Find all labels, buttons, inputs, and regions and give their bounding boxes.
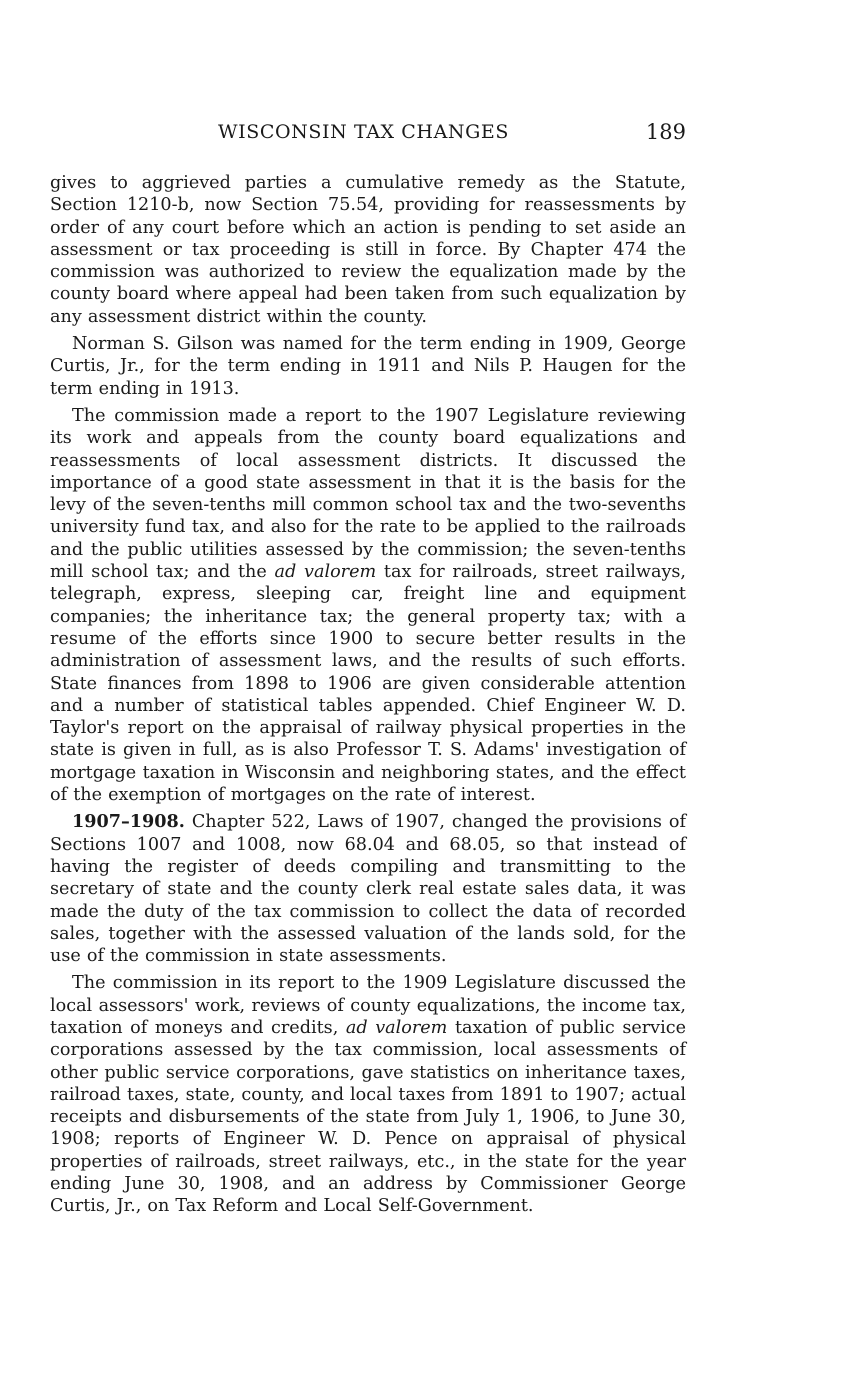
paragraph-text: tax for railroads, street railways, telegraph, express, sleeping car, freight line and equipment companies; the inheritance tax; the general property tax; with a resume of the efforts since 1900 to secure better results in the administration of assessment laws, and the results of such efforts. State finances from 1898 to 1906 are given considerable attention and a number of statistical tables appended. Chief Engineer W. D. Taylor's report on the appraisal of railway physical properties in the state is given in full, as is also Professor T. S. Adams' investigation of mortgage taxation in Wisconsin and neighboring states, and the effect of the exemption of mortgages on the rate of interest.: [50, 562, 687, 806]
paragraph-text: taxation of public service corporations assessed by the tax commission, local assessments of other public service corporations, gave statistics on inheritance taxes, railroad taxes, state, county, and local taxes from 1891 to 1907; actual receipts and disbursements of the state from July 1, 1906, to June 30, 1908; reports of Engineer W. D. Pence on appraisal of physical properties of railroads, street railways, etc., in the state for the year ending June 30, 1908, and an address by Commissioner George Curtis, Jr., on Tax Reform and Local Self-Government.: [50, 1017, 687, 1217]
paragraph-text: The commission made a report to the 1907 Legislature reviewing its work and appeals from the county board equalizations and reassessments of local assessment districts. It discussed the importance of a good state assessment in that it is the basis for the levy of the seven-tenths mill common school tax and the two-sevenths university fund tax, and also for the rate to be applied to the railroads and the public utilities assessed by the commission; the seven-tenths mill school tax; and the: [50, 405, 686, 583]
paragraph-1907-1908: [50, 811, 686, 967]
paragraph-text: The commission in its report to the 1909 Legislature discussed the local assessors' work, reviews of county equalizations, the income tax, taxation of moneys and credits,: [50, 973, 686, 1038]
running-header: [50, 121, 686, 151]
paragraph-continuation: gives to aggrieved parties a cumulative remedy as the Statute, Section 1210-b, now Section 75.54, providing for reassessments by order of any court before which an action is pending to set aside an assessment or tax proceeding is still in force. By Chapter 474 the commission was authorized to review the equalization made by the county board where appeal had been taken from such equalization by any assessment district within the county.: [50, 173, 686, 327]
paragraph-text: Chapter 522, Laws of 1907, changed the provisions of Sections 1007 and 1008, now 68.04 and 68.05, so that instead of having the register of deeds compiling and transmitting to the secretary of state and the county clerk real estate sales data, it was made the duty of the tax commission to collect the data of recorded sales, together with the assessed valuation of the lands sold, for the use of the commission in state assessments.: [50, 812, 686, 967]
body-text: [50, 172, 686, 1223]
paragraph-appointments: Norman S. Gilson was named for the term ending in 1909, George Curtis, Jr., for the term ending in 1911 and Nils P. Haugen for the term ending in 1913.: [50, 334, 686, 399]
italic-phrase: ad valorem: [345, 1017, 448, 1038]
paragraph-1909-report: [50, 972, 686, 1217]
section-year-heading: 1907–1908.: [72, 811, 185, 833]
paragraph-1907-report: [50, 405, 686, 806]
page-number: 189: [645, 120, 686, 144]
running-title: WISCONSIN TAX CHANGES: [218, 121, 510, 143]
italic-phrase: ad valorem: [274, 562, 377, 583]
